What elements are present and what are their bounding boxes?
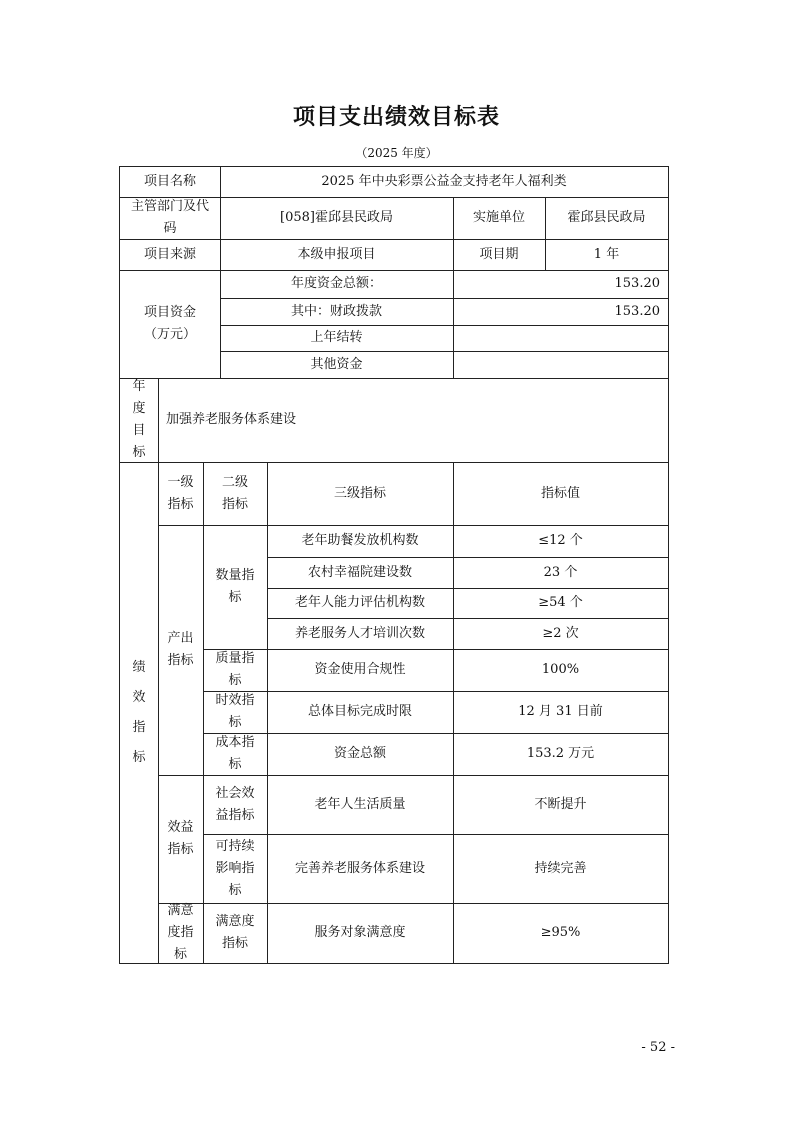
- source-value: 本级申报项目: [297, 246, 376, 262]
- indicator-name: 老年助餐发放机构数: [301, 533, 419, 548]
- social-benefit-indicator-label: 社会效益指标: [215, 785, 255, 823]
- cost-indicator-label: 成本指标: [215, 735, 255, 772]
- funds-total-value: 153.20: [614, 276, 660, 291]
- indicators-section-label: 绩效指标: [132, 659, 146, 765]
- funds-label: 项目资金（万元）: [143, 305, 196, 342]
- indicator-name: 老年人生活质量: [314, 796, 406, 812]
- dept-label: 主管部门及代码: [130, 199, 209, 236]
- annual-goal-label: 年度目标: [132, 379, 146, 460]
- effect-indicator-label: 效益指标: [167, 820, 194, 857]
- page-subtitle: （2025 年度）: [355, 146, 438, 160]
- indicator-value: 持续完善: [534, 860, 587, 876]
- col-value-header: 指标值: [540, 485, 580, 501]
- page-number: - 52 -: [641, 1040, 675, 1055]
- funds-other-value: [453, 351, 668, 378]
- quality-indicator-label: 质量指标: [215, 651, 255, 688]
- indicator-name: 资金总额: [333, 746, 386, 761]
- satisfaction-indicator-label: 满意度指标: [167, 903, 194, 962]
- period-value: 1 年: [593, 246, 620, 262]
- indicator-value: ≤12 个: [538, 533, 583, 548]
- indicator-value: 153.2 万元: [526, 746, 595, 761]
- indicator-value: 100%: [541, 662, 580, 677]
- funds-other-label: 其他资金: [310, 356, 363, 372]
- output-indicator-label: 产出指标: [167, 631, 194, 668]
- indicator-value: 23 个: [543, 564, 578, 580]
- indicator-value: 不断提升: [534, 796, 587, 812]
- indicator-name: 资金使用合规性: [314, 662, 406, 677]
- indicator-name: 养老服务人才培训次数: [294, 625, 425, 641]
- funds-fiscal-label: 其中：财政拨款: [290, 303, 382, 319]
- timeliness-indicator-label: 时效指标: [215, 693, 255, 730]
- quantity-indicator-label: 数量指标: [215, 568, 255, 605]
- dept-value: [058]霍邱县民政局: [280, 210, 393, 225]
- indicator-name: 总体目标完成时限: [307, 704, 412, 719]
- col-level3-header: 三级指标: [333, 485, 386, 501]
- satisfaction-sub-indicator-label: 满意度指标: [215, 914, 255, 951]
- page-title: 项目支出绩效目标表: [292, 105, 500, 130]
- annual-goal-text: 加强养老服务体系建设: [166, 412, 297, 427]
- col-level1-header: 一级指标: [167, 474, 194, 512]
- indicator-value: ≥54 个: [538, 595, 583, 610]
- col-level2-header: 二级指标: [221, 474, 248, 512]
- indicator-name: 完善养老服务体系建设: [294, 860, 425, 876]
- indicator-name: 农村幸福院建设数: [307, 564, 412, 580]
- performance-table: [119, 166, 669, 964]
- source-label: 项目来源: [143, 246, 196, 262]
- indicator-name: 老年人能力评估机构数: [294, 595, 425, 610]
- funds-carryover-label: 上年结转: [310, 330, 363, 345]
- project-name-label: 项目名称: [143, 174, 196, 189]
- period-label: 项目期: [479, 246, 519, 262]
- sustainable-impact-indicator-label: 可持续影响指标: [215, 838, 255, 898]
- indicator-value: ≥2 次: [542, 625, 579, 641]
- indicator-value: 12 月 31 日前: [518, 704, 603, 719]
- indicator-name: 服务对象满意度: [314, 925, 406, 940]
- project-name-value: 2025 年中央彩票公益金支持老年人福利类: [321, 174, 567, 189]
- impl-label: 实施单位: [472, 210, 525, 225]
- indicator-value: ≥95%: [540, 925, 581, 940]
- funds-carryover-value: [453, 325, 668, 351]
- funds-total-label: 年度资金总额：: [290, 276, 382, 291]
- funds-fiscal-value: 153.20: [614, 303, 660, 319]
- impl-value: 霍邱县民政局: [567, 210, 646, 225]
